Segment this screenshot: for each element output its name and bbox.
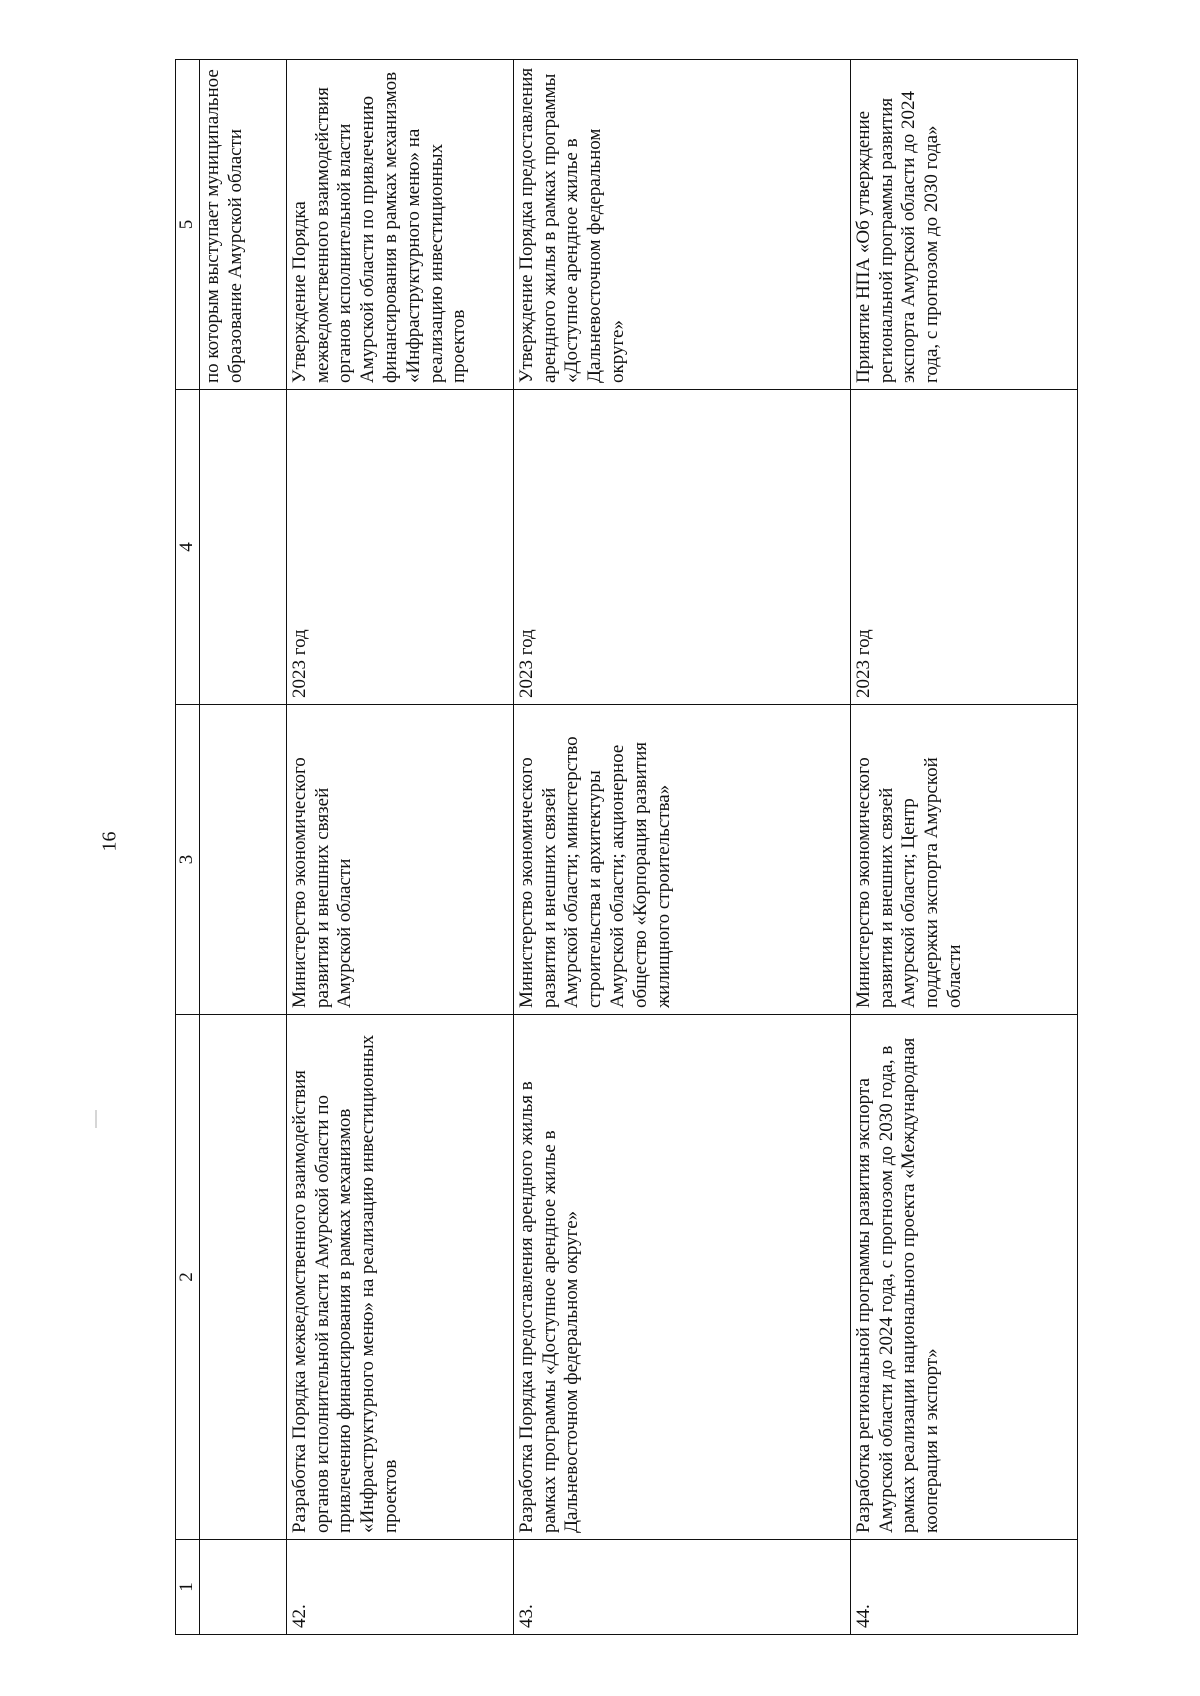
page-number: 16	[98, 831, 121, 852]
cell-task: Разработка Порядка предоставления арендного жилья в рамках программы «Доступное арендное жилье в Дальневосточном федеральном округе»	[513, 1015, 850, 1540]
table-header-row	[176, 60, 200, 1635]
header-col-4: 4	[176, 390, 200, 705]
header-col-2: 2	[176, 1015, 200, 1540]
cell-num: 42.	[286, 1540, 513, 1635]
cell-num: 43.	[513, 1540, 850, 1635]
plan-table	[175, 59, 1078, 1635]
cell-result: Утверждение Порядка предоставления арендного жилья в рамках программы «Доступное арендное жилье в Дальневосточном федеральном округе»	[513, 60, 850, 390]
cell-responsible: Министерство экономического развития и внешних связей Амурской области; министерство строительства и архитектуры Амурской области; акционерное общество «Корпорация развития жилищного строительства»	[513, 705, 850, 1015]
cell-result: по которым выступает муниципальное образование Амурской области	[199, 60, 286, 390]
header-col-3: 3	[176, 705, 200, 1015]
table-row-continuation	[199, 60, 286, 1635]
scan-artifact	[95, 1110, 97, 1128]
header-col-5: 5	[176, 60, 200, 390]
header-col-1: 1	[176, 1540, 200, 1635]
cell-deadline: 2023 год	[513, 390, 850, 705]
cell-deadline	[199, 390, 286, 705]
cell-num: 44.	[850, 1540, 1077, 1635]
cell-responsible: Министерство экономического развития и внешних связей Амурской области; Центр поддержки экспорта Амурской области	[850, 705, 1077, 1015]
table-rotation-wrapper	[175, 60, 1055, 1635]
cell-result: Утверждение Порядка межведомственного взаимодействия органов исполнительной власти Амурской области по привлечению финансирования в рамках механизмов «Инфраструктурного меню» на реализацию инвестиционных проектов	[286, 60, 513, 390]
cell-task	[199, 1015, 286, 1540]
table-row	[850, 60, 1077, 1635]
cell-responsible: Министерство экономического развития и внешних связей Амурской области	[286, 705, 513, 1015]
cell-num	[199, 1540, 286, 1635]
table-row	[286, 60, 513, 1635]
cell-task: Разработка Порядка межведомственного взаимодействия органов исполнительной власти Амурской области по привлечению финансирования в рамках механизмов «Инфраструктурного меню» на реализацию инвестиционных проектов	[286, 1015, 513, 1540]
cell-task: Разработка региональной программы развития экспорта Амурской области до 2024 года, с прогнозом до 2030 года, в рамках реализации национального проекта «Международная кооперация и экспорт»	[850, 1015, 1077, 1540]
cell-deadline: 2023 год	[850, 390, 1077, 705]
cell-deadline: 2023 год	[286, 390, 513, 705]
rotated-table-area	[175, 60, 1055, 1635]
cell-responsible	[199, 705, 286, 1015]
table-row	[513, 60, 850, 1635]
cell-result: Принятие НПА «Об утверждение региональной программы развития экспорта Амурской области до 2024 года, с прогнозом до 2030 года»	[850, 60, 1077, 390]
